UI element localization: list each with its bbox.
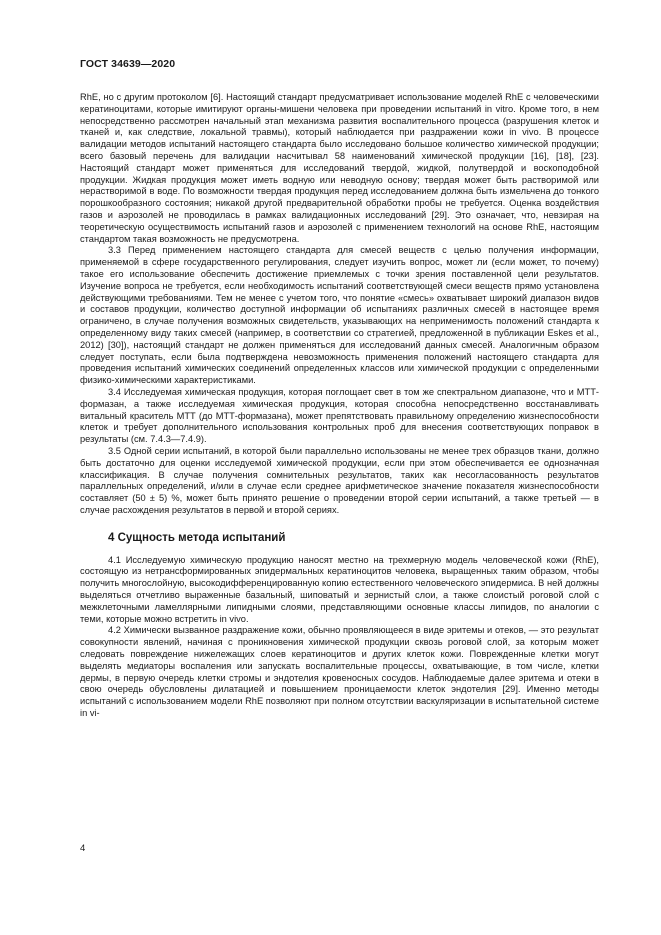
body-text (80, 92, 599, 720)
section-heading: 4 Сущность метода испытаний (108, 531, 286, 544)
paragraph-3-4: 3.4 Исследуемая химическая продукция, которая поглощает свет в том же спектральном диапазоне, что и МТТ-формазан, а также исследуемая химическая продукция, которая способна непосредственно восстанавливать витальный краситель МТТ (до МТТ-формазана), может препятствовать правильному определению жизнеспособности клеток и требует дополнительного использования контрольных проб для внесения соответствующих поправок в результаты (см. 7.4.3—7.4.9). (80, 386, 599, 445)
paragraph-3-5: 3.5 Одной серии испытаний, в которой были параллельно использованы не менее трех образцов ткани, должно быть достаточно для оценки исследуемой химической продукции, если при этом обеспечивается ее однозначная классификация. В случае получения сомнительных результатов, таких как несогласованность результатов параллельных определений, и/или в случае если среднее арифметическое значение показателя жизнеспособности составляет (50 ± 5) %, может быть принято решение о проведении второй серии испытаний, а также третьей — в случае расхождения результатов в первой и второй сериях. (80, 445, 599, 515)
paragraph-4-2: 4.2 Химически вызванное раздражение кожи, обычно проявляющееся в виде эритемы и отеков, — это результат совокупности явлений, начиная с проникновения химической продукции сквозь роговой слой, за которым может следовать повреждение нижележащих слоев кератиноцитов и других клеток кожи. Поврежденные клетки могут выделять медиаторы воспаления или запускать воспалительные процессы, охватывающие, в том числе, клетки дермы, в первую очередь клетки стромы и эндотелия кровеносных сосудов. Наблюдаемые далее эритема и отеки в свою очередь обусловлены дилатацией и повышением проницаемости клеток эндотелия [29]. Именно методы испытаний с использованием модели RhE позволяют при полном отсутствии васкуляризации в испытательной системе in vi- (80, 625, 599, 719)
page-number: 4 (80, 843, 86, 854)
paragraph-continuation: RhE, но с другим протоколом [6]. Настоящий стандарт предусматривает использование моделей RhE с человеческими кератиноцитами, которые имитируют органы-мишени человека при проведении испытаний in vitro. Кроме того, в нем непосредственно рассмотрен начальный этап механизма развития воспалительного процесса (разрушения клеток и тканей и, как следствие, локальной травмы), который наблюдается при раздражении кожи in vivo. В процессе валидации методов испытаний настоящего стандарта было исследовано большое количество химической продукции; всего базовый перечень для валидации насчитывал 58 наименований химической продукции [16], [18], [23]. Настоящий стандарт может применяться для исследований твердой, жидкой, полутвердой и воскоподобной продукции. Жидкая продукция может иметь водную или неводную основу; твердая может быть растворимой или нерастворимой в воде. По возможности твердая продукция перед исследованием должна быть измельчена до тонкого порошкообразного состояния; никакой другой предварительной обработки пробы не требуется. Оценка воздействия газов и аэрозолей не проводилась в рамках валидационных исследований [29]. Это означает, что, невзирая на теоретическую осуществимость испытаний газов и аэрозолей с применением технологий на основе RhE, настоящим стандартом такая возможность не предусмотрена. (80, 92, 599, 244)
document-code-header: ГОСТ 34639—2020 (80, 58, 176, 70)
paragraph-3-3: 3.3 Перед применением настоящего стандарта для смесей веществ с целью получения информации, применяемой в сфере государственного регулирования, следует изучить вопрос, может ли (если может, то почему) такое его использование обеспечить достижение приемлемых с точки зрения поставленной цели результатов. Изучение вопроса не требуется, если необходимость испытаний соответствующей смеси веществ прямо установлена действующими требованиями. Тем не менее с учетом того, что понятие «смесь» охватывает широкий диапазон видов и составов продукции, количество доступной информации об испытаниях различных смесей в настоящее время ограничено, в случае получения возможных свидетельств, указывающих на неприменимость положений стандарта к определенному виду таких смесей (например, в соответствии со стратегией, предложенной в публикации Eskes et al., 2012) [30]), настоящий стандарт не должен применяться для исследований данных смесей. Аналогичным образом следует поступать, если была подтверждена невозможность применения положений настоящего стандарта для проведения испытаний химических соединений определенных классов или химической продукции с определенными физико-химическими характеристиками. (80, 245, 599, 386)
paragraph-4-1: 4.1 Исследуемую химическую продукцию наносят местно на трехмерную модель человеческой кожи (RhE), состоящую из нетрансформированных эпидермальных кератиноцитов человека, выращенных таким образом, чтобы получить многослойную, высокодифференцированную копию естественного человеческого эпидермиса. В ней должны выделяться отчетливо выраженные базальный, шиповатый и зернистый слои, а также слоистый роговой слой с межклеточными ламеллярными липидными слоями, представляющими основные классы липидов, по аналогии с теми, которые можно встретить in vivo. (80, 554, 599, 624)
